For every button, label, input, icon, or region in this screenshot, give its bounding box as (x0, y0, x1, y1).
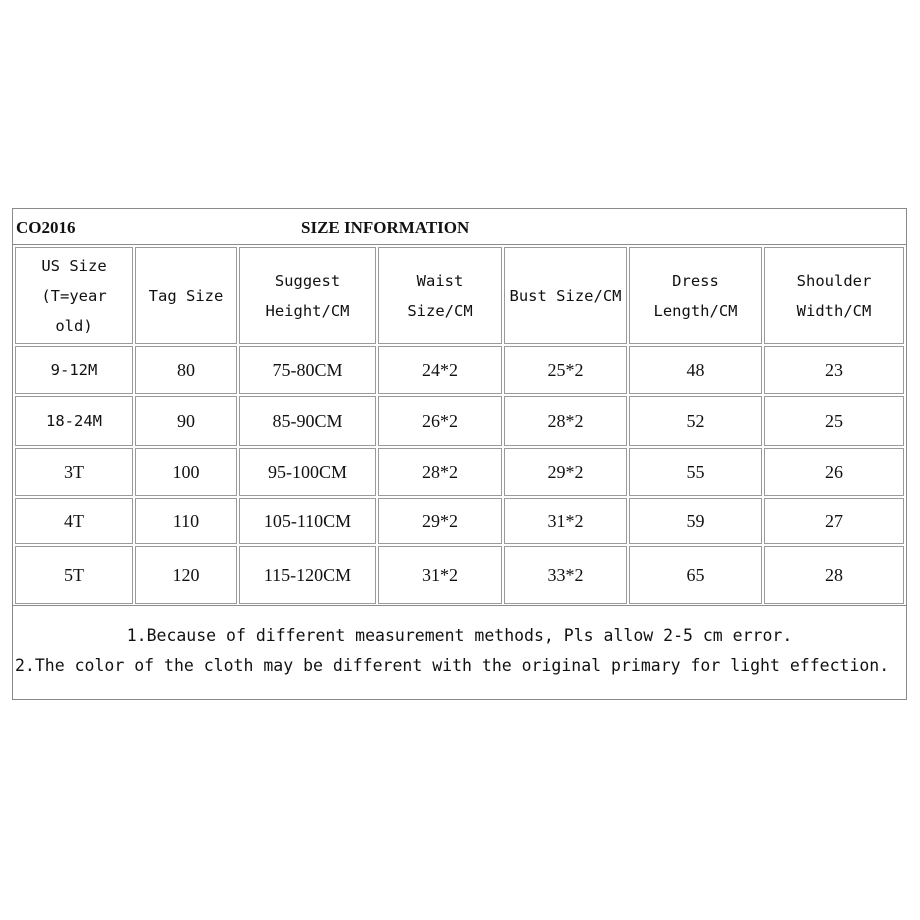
cell-us-size: 3T (15, 448, 133, 496)
header-bust-size (504, 247, 627, 344)
cell-height: 95-100CM (239, 448, 376, 496)
header-us-size (15, 247, 133, 344)
header-line: Width/CM (796, 301, 872, 320)
header-row (15, 247, 904, 344)
header-line: old) (55, 316, 93, 335)
cell-dress-length: 55 (629, 448, 762, 496)
table-row (15, 396, 904, 446)
cell-shoulder: 28 (764, 546, 904, 604)
cell-dress-length: 52 (629, 396, 762, 446)
cell-height: 105-110CM (239, 498, 376, 544)
header-line: Waist (416, 271, 464, 290)
size-chart (12, 208, 907, 700)
cell-bust: 25*2 (504, 346, 627, 394)
header-line: US Size (41, 256, 107, 275)
cell-waist: 29*2 (378, 498, 502, 544)
cell-tag-size: 110 (135, 498, 237, 544)
cell-shoulder: 26 (764, 448, 904, 496)
cell-us-size: 9-12M (15, 346, 133, 394)
cell-us-size: 5T (15, 546, 133, 604)
cell-tag-size: 90 (135, 396, 237, 446)
cell-tag-size: 80 (135, 346, 237, 394)
header-line: Tag Size (148, 286, 224, 305)
cell-dress-length: 59 (629, 498, 762, 544)
cell-us-size: 18-24M (15, 396, 133, 446)
cell-shoulder: 27 (764, 498, 904, 544)
cell-height: 115-120CM (239, 546, 376, 604)
cell-bust: 29*2 (504, 448, 627, 496)
chart-title: SIZE INFORMATION (301, 218, 470, 237)
header-dress-length (629, 247, 762, 344)
header-line: Size/CM (407, 301, 473, 320)
header-line: Bust Size/CM (509, 286, 622, 305)
cell-tag-size: 120 (135, 546, 237, 604)
cell-height: 85-90CM (239, 396, 376, 446)
header-line: Height/CM (265, 301, 350, 320)
cell-shoulder: 25 (764, 396, 904, 446)
table-row (15, 448, 904, 496)
cell-dress-length: 48 (629, 346, 762, 394)
product-code: CO2016 (16, 218, 76, 237)
cell-tag-size: 100 (135, 448, 237, 496)
note-color: 2.The color of the cloth may be different with the original primary for light effection. (15, 656, 890, 675)
cell-bust: 33*2 (504, 546, 627, 604)
size-table (13, 245, 906, 606)
cell-waist: 26*2 (378, 396, 502, 446)
cell-bust: 28*2 (504, 396, 627, 446)
cell-waist: 28*2 (378, 448, 502, 496)
header-line: Length/CM (653, 301, 738, 320)
table-row (15, 546, 904, 604)
cell-shoulder: 23 (764, 346, 904, 394)
notes-section (13, 605, 906, 699)
header-tag-size (135, 247, 237, 344)
title-row (13, 209, 906, 245)
header-line: Dress (672, 271, 719, 290)
header-waist-size (378, 247, 502, 344)
table-row (15, 346, 904, 394)
cell-waist: 31*2 (378, 546, 502, 604)
header-suggest-height (239, 247, 376, 344)
cell-height: 75-80CM (239, 346, 376, 394)
header-line: Shoulder (796, 271, 872, 290)
header-line: Suggest (274, 271, 341, 290)
header-shoulder-width (764, 247, 904, 344)
cell-dress-length: 65 (629, 546, 762, 604)
cell-us-size: 4T (15, 498, 133, 544)
table-row (15, 498, 904, 544)
cell-bust: 31*2 (504, 498, 627, 544)
cell-waist: 24*2 (378, 346, 502, 394)
note-measurement: 1.Because of different measurement methods, Pls allow 2-5 cm error. (126, 626, 793, 645)
header-line: (T=year (41, 286, 107, 305)
